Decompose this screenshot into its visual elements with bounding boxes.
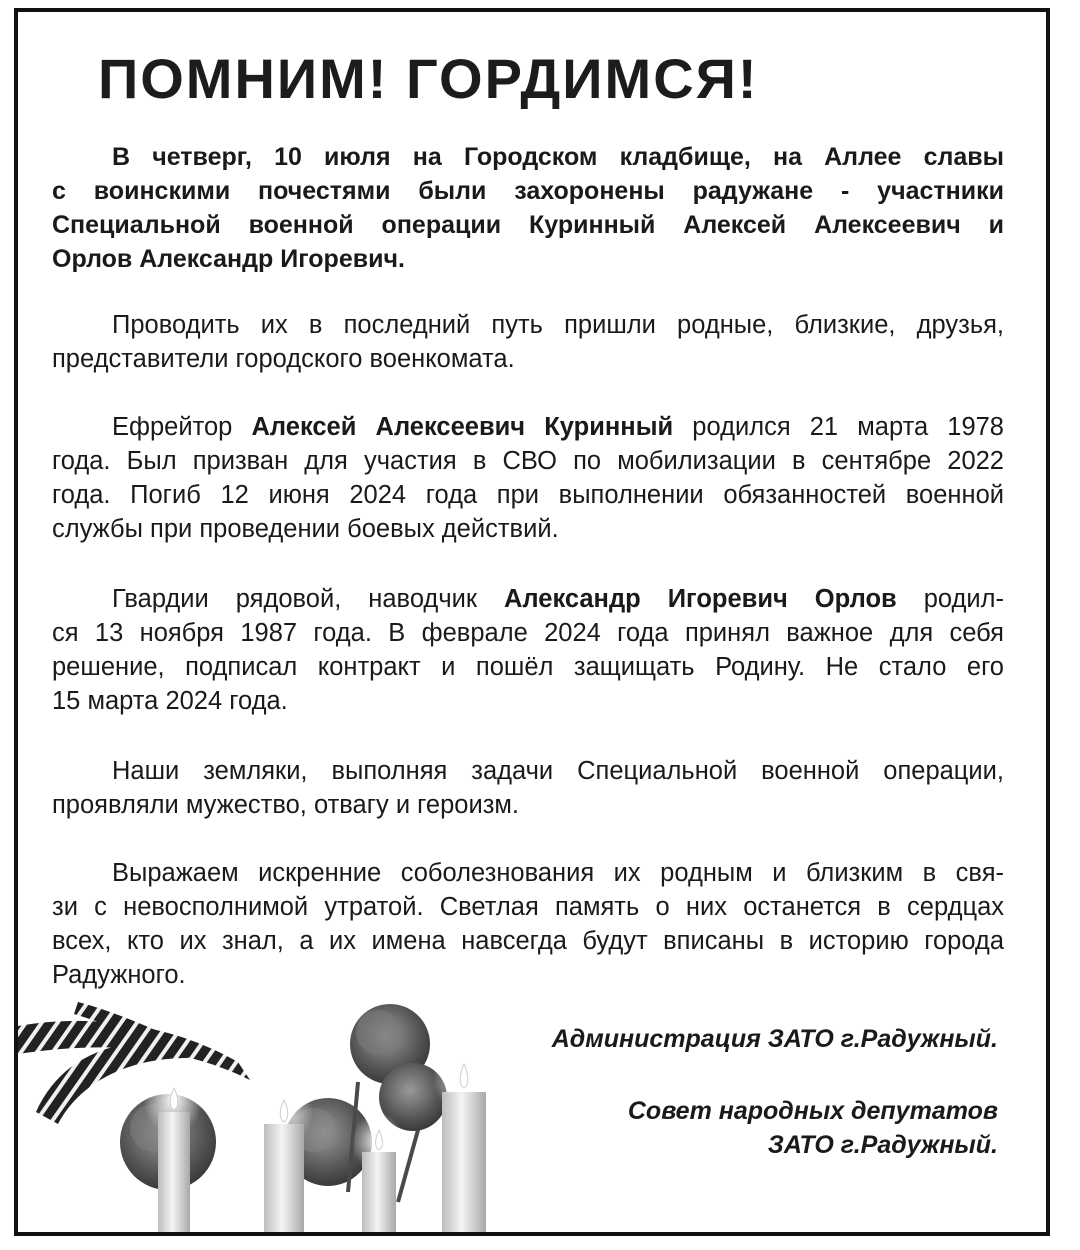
- text-line: года. Был призван для участия в СВО по мобилизации в сентябре 2022: [52, 447, 1004, 475]
- text-line: года. Погиб 12 июня 2024 года при выполнении обязанностей военной: [52, 481, 1004, 509]
- text-line: 15 марта 2024 года.: [52, 687, 288, 715]
- intro-paragraph: [52, 140, 1004, 276]
- condolences-paragraph: [52, 856, 1004, 992]
- text-line: Выражаем искренние соболезнования их родным и близким в свя-: [112, 859, 1004, 887]
- rank-text: Ефрейтор: [112, 413, 252, 441]
- memorial-notice: [14, 8, 1050, 1236]
- text-line: службы при проведении боевых действий.: [52, 515, 559, 543]
- ribbon-icon: [18, 1002, 250, 1124]
- text-line: Проводить их в последний путь пришли родные, близкие, друзья,: [112, 311, 1004, 339]
- text-line: представители городского военкомата.: [52, 345, 515, 373]
- heroism-paragraph: [52, 754, 1004, 822]
- signature-council: [628, 1094, 998, 1162]
- birth-text: родился 21 марта 1978: [673, 413, 1004, 441]
- text-line: [52, 410, 1004, 444]
- text-line: с воинскими почестями были захоронены радужане - участники: [52, 177, 1004, 205]
- soldier-name-orlov: Александр Игоревич Орлов: [504, 585, 897, 613]
- text-line: решение, подписал контракт и пошёл защищать Родину. Не стало его: [52, 653, 1004, 681]
- orlov-paragraph: [52, 582, 1004, 718]
- text-line: проявляли мужество, отвагу и героизм.: [52, 791, 520, 819]
- rank-text: Гвардии рядовой, наводчик: [112, 585, 504, 613]
- soldier-name-kurinny: Алексей Алексеевич Куринный: [251, 413, 674, 441]
- kurinny-paragraph: [52, 410, 1004, 546]
- signature-administration: [552, 1022, 998, 1056]
- signature-line: Администрация ЗАТО г.Радужный.: [551, 1025, 998, 1053]
- text-line: ся 13 ноября 1987 года. В феврале 2024 года принял важное для себя: [52, 619, 1004, 647]
- farewell-paragraph: [52, 308, 1004, 376]
- text-line: В четверг, 10 июля на Городском кладбище, на Аллее славы: [112, 143, 1004, 171]
- text-line: Специальной военной операции Куринный Алексей Алексеевич и: [52, 211, 1004, 239]
- text-line: Орлов Александр Игоревич.: [52, 245, 405, 273]
- memorial-illustration: [18, 992, 498, 1236]
- headline: ПОМНИМ! ГОРДИМСЯ!: [98, 47, 759, 110]
- text-line: всех, кто их знал, а их имена навсегда будут вписаны в историю города: [52, 927, 1004, 955]
- signature-line: Совет народных депутатов: [627, 1097, 998, 1125]
- text-line: [52, 582, 1004, 616]
- text-line: Наши земляки, выполняя задачи Специальной военной операции,: [112, 757, 1004, 785]
- text-line: зи с невосполнимой утратой. Светлая память о них останется в сердцах: [52, 893, 1004, 921]
- text-line: Радужного.: [52, 961, 186, 989]
- signature-line: ЗАТО г.Радужный.: [767, 1131, 998, 1159]
- birth-text: родил-: [896, 585, 1004, 613]
